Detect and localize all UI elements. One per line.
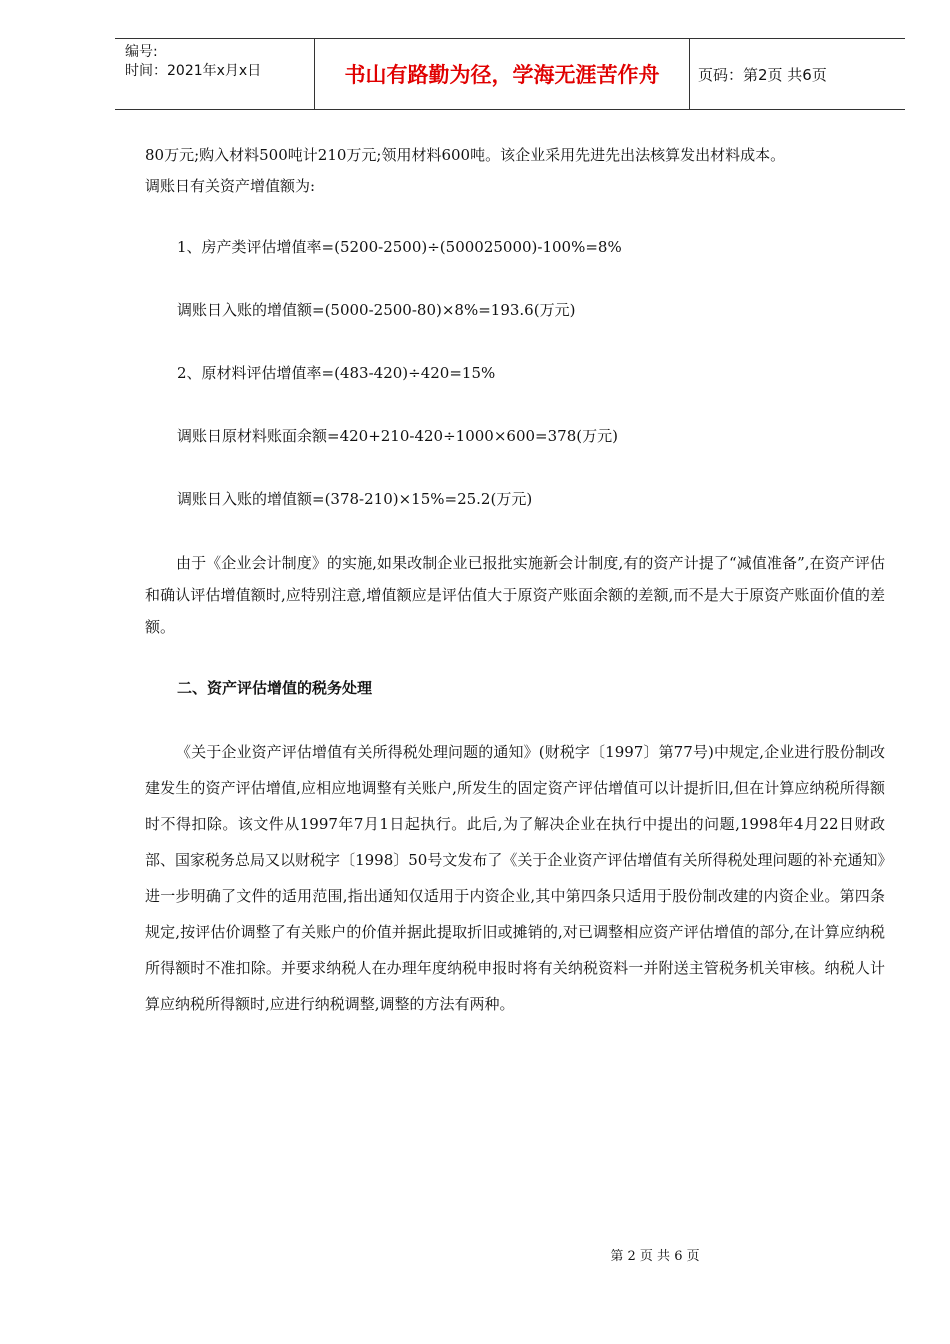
calc-line: 2、原材料评估增值率=(483-420)÷420=15% <box>177 364 496 382</box>
page-footer <box>0 1245 950 1264</box>
header-motto: 书山有路勤为径，学海无涯苦作舟 <box>315 39 690 109</box>
calc-line: 1、房产类评估增值率=(5200-2500)÷(500025000)-100%=8% <box>177 238 622 256</box>
calc-line: 调账日入账的增值额=(5000-2500-80)×8%=193.6(万元) <box>177 301 576 319</box>
paragraph: 由于《企业会计制度》的实施,如果改制企业已报批实施新会计制度,有的资产计提了“减值准备”,在资产评估和确认评估增值额时,应特别注意,增值额应是评估值大于原资产账面余额的差额,而不是大于原资产账面价值的差额。 <box>145 554 885 636</box>
document-time-label: 时间：2021年x月x日 <box>125 63 262 79</box>
paragraph: 《关于企业资产评估增值有关所得税处理问题的通知》(财税字〔1997〕第77号)中规定,企业进行股份制改建发生的资产评估增值,应相应地调整有关账户,所发生的固定资产评估增值可以计提折旧,但在计算应纳税所得额时不得扣除。该文件从1997年7月1日起执行。此后,为了解决企业在执行中提出的问题,1998年4月22日财政部、国家税务总局又以财税字〔1998〕50号文发布了《关于企业资产评估增值有关所得税处理问题的补充通知》进一步明确了文件的适用范围,指出通知仅适用于内资企业,其中第四条只适用于股份制改建的内资企业。第四条规定,按评估价调整了有关账户的价值并据此提取折旧或摊销的,对已调整相应资产评估增值的部分,在计算应纳税所得额时不准扣除。并要求纳税人在办理年度纳税申报时将有关纳税资料一并附送主管税务机关审核。纳税人计算应纳税所得额时,应进行纳税调整,调整的方法有两种。 <box>145 743 885 1013</box>
calc-line: 调账日入账的增值额=(378-210)×15%=25.2(万元) <box>177 490 533 508</box>
header-meta <box>115 39 315 109</box>
document-body <box>145 140 885 1022</box>
calc-line: 调账日原材料账面余额=420+210-420÷1000×600=378(万元) <box>177 427 618 445</box>
footer-page-number: 第 2 页 共 6 页 <box>610 1249 700 1264</box>
body-line: 调账日有关资产增值额为: <box>145 177 316 195</box>
body-line: 80万元;购入材料500吨计210万元;领用材料600吨。该企业采用先进先出法核算发出材料成本。 <box>145 146 786 164</box>
header-page-info: 页码：第2页 共6页 <box>698 65 827 84</box>
section-heading: 二、资产评估增值的税务处理 <box>177 679 373 697</box>
document-number-label: 编号: <box>125 44 158 60</box>
page-header <box>115 38 905 110</box>
